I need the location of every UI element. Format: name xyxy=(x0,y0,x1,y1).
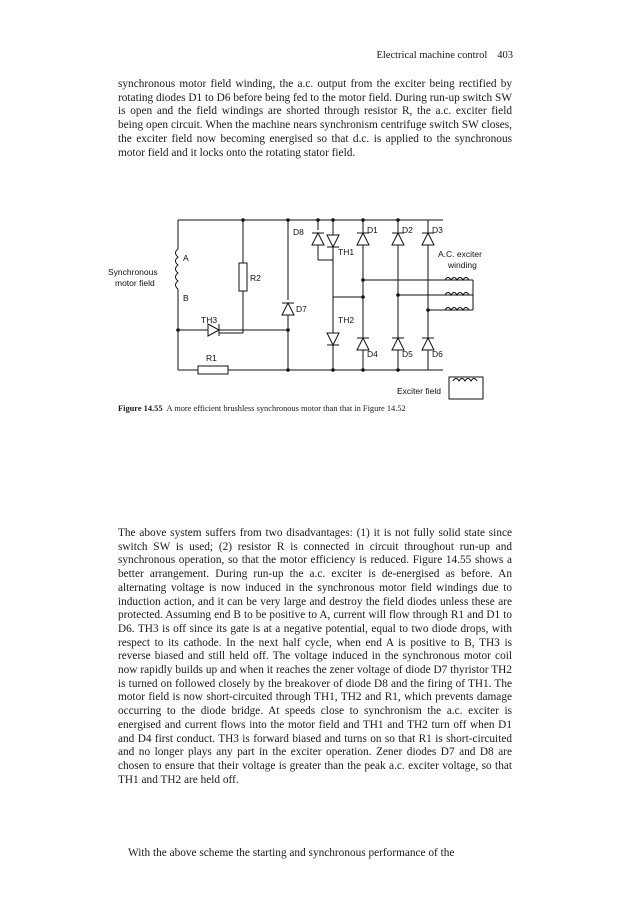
label-d1: D1 xyxy=(367,225,378,235)
caption-text: A more efficient brushless synchronous motor than that in Figure 14.52 xyxy=(166,404,406,413)
label-r2: R2 xyxy=(250,273,261,283)
label-d8: D8 xyxy=(293,227,304,237)
label-b: B xyxy=(183,293,189,303)
label-motor-field: motor field xyxy=(115,278,155,288)
label-d3: D3 xyxy=(432,225,443,235)
label-th2: TH2 xyxy=(338,315,355,325)
circuit-diagram xyxy=(108,205,513,400)
header-title: Electrical machine control xyxy=(376,50,488,61)
label-d2: D2 xyxy=(402,225,413,235)
label-a: A xyxy=(183,253,189,263)
page-number: 403 xyxy=(497,50,513,61)
label-winding: winding xyxy=(448,260,477,270)
paragraph-3: With the above scheme the starting and synchronous performance of the xyxy=(128,847,455,859)
paragraph-2: The above system suffers from two disadvantages: (1) it is not fully solid state since switch SW is used; (2) resistor R is connected in circuit throughout run-up and synchronous operation, so that the motor efficiency is reduced. Figure 14.55 shows a better arrangement. During run-up the a.c. exciter is de-energised as before. An alternating voltage is now induced in the synchronous motor field windings due to induction action, and it can be very large and destroy the field diodes unless these are protected. Assuming end B to be positive to A, current will flow through R1 and D1 to D6. TH3 is off since its gate is at a negative potential, equal to two diode drops, with respect to its cathode. In the next half cycle, when end A is positive to B, TH3 is reverse biased and still held off. The voltage induced in the synchronous motor coil now rapidly builds up and when it reaches the zener voltage of diode D7 thyristor TH2 is turned on followed closely by the breakover of diode D8 and the firing of TH1. The motor field is now short-circuited through TH1, TH2 and R1, which prevents damage occurring to the diode bridge. At speeds close to synchronism the a.c. exciter is energised and current flows into the motor field and TH1 and TH2 turn off when D1 and D4 first conduct. TH3 is forward biased and turns on so that R1 is short-circuited and no longer plays any part in the exciter operation. Zener diodes D7 and D8 are chosen to ensure that their voltage is greater than the peak a.c. exciter voltage, so that TH1 and TH2 are held off. xyxy=(118,527,512,786)
figure-caption xyxy=(118,404,406,413)
label-th3: TH3 xyxy=(201,315,218,325)
label-r1: R1 xyxy=(206,353,217,363)
label-synchronous: Synchronous xyxy=(108,267,158,277)
label-exciter-field: Exciter field xyxy=(397,386,441,396)
paragraph-1: synchronous motor field winding, the a.c. output from the exciter being rectified by rotating diodes D1 to D6 before being fed to the motor field. During run-up switch SW is open and the field windings are shorted through resistor R, the a.c. exciter field being open circuit. When the machine nears synchronism centrifuge switch SW closes, the exciter field now becoming energised so that d.c. is applied to the synchronous motor field and it locks onto the rotating stator field. xyxy=(118,78,512,159)
caption-number: Figure 14.55 xyxy=(118,404,163,413)
label-d6: D6 xyxy=(432,349,443,359)
label-ac-exciter: A.C. exciter xyxy=(438,249,482,259)
label-d5: D5 xyxy=(402,349,413,359)
label-th1: TH1 xyxy=(338,247,355,257)
running-header xyxy=(376,50,513,61)
label-d7: D7 xyxy=(296,304,307,314)
label-d4: D4 xyxy=(367,349,378,359)
